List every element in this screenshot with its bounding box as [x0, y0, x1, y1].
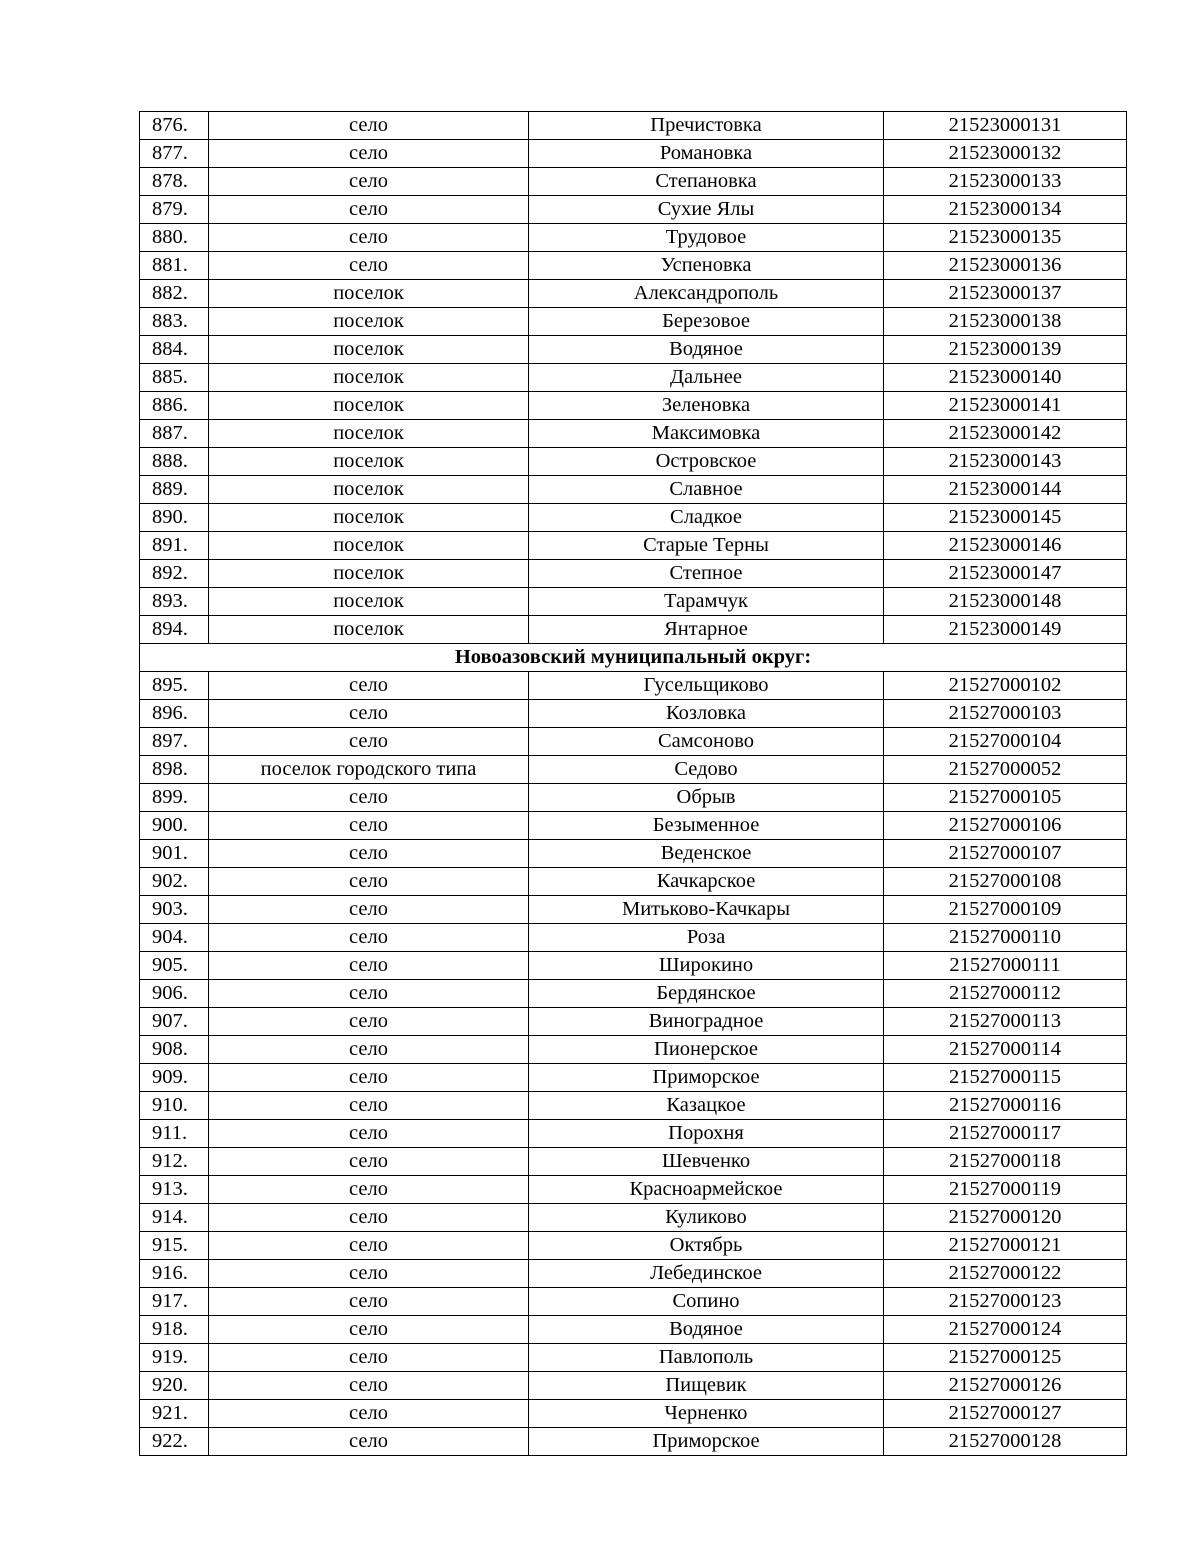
row-number: 918.	[140, 1316, 209, 1344]
settlement-code: 21527000102	[884, 672, 1127, 700]
table-row	[140, 756, 1127, 784]
settlement-code: 21527000107	[884, 840, 1127, 868]
settlement-name: Порохня	[529, 1120, 884, 1148]
settlement-type: поселок	[209, 504, 529, 532]
row-number: 921.	[140, 1400, 209, 1428]
section-row	[140, 644, 1127, 672]
settlement-name: Бердянское	[529, 980, 884, 1008]
row-number: 906.	[140, 980, 209, 1008]
settlement-code: 21527000119	[884, 1176, 1127, 1204]
settlement-code: 21523000145	[884, 504, 1127, 532]
settlement-code: 21527000111	[884, 952, 1127, 980]
settlement-type: поселок	[209, 588, 529, 616]
table-row	[140, 840, 1127, 868]
settlement-type: село	[209, 1092, 529, 1120]
settlement-code: 21527000114	[884, 1036, 1127, 1064]
settlement-name: Приморское	[529, 1428, 884, 1456]
settlement-code: 21523000134	[884, 196, 1127, 224]
settlement-type: село	[209, 1064, 529, 1092]
row-number: 890.	[140, 504, 209, 532]
settlement-type: село	[209, 1372, 529, 1400]
settlement-type: поселок городского типа	[209, 756, 529, 784]
settlement-code: 21527000115	[884, 1064, 1127, 1092]
row-number: 885.	[140, 364, 209, 392]
table-row	[140, 1008, 1127, 1036]
settlement-name: Сопино	[529, 1288, 884, 1316]
settlement-name: Красноармейское	[529, 1176, 884, 1204]
settlement-code: 21527000116	[884, 1092, 1127, 1120]
settlement-code: 21523000146	[884, 532, 1127, 560]
settlement-name: Качкарское	[529, 868, 884, 896]
settlement-code: 21523000138	[884, 308, 1127, 336]
settlement-code: 21523000149	[884, 616, 1127, 644]
settlement-code: 21527000106	[884, 812, 1127, 840]
table-row	[140, 1148, 1127, 1176]
settlement-code: 21523000141	[884, 392, 1127, 420]
settlement-code: 21527000052	[884, 756, 1127, 784]
settlement-type: село	[209, 1176, 529, 1204]
settlement-name: Пречистовка	[529, 112, 884, 140]
section-title: Новоазовский муниципальный округ:	[140, 644, 1127, 672]
settlement-name: Трудовое	[529, 224, 884, 252]
settlement-name: Сладкое	[529, 504, 884, 532]
settlement-name: Широкино	[529, 952, 884, 980]
settlement-code: 21527000128	[884, 1428, 1127, 1456]
row-number: 913.	[140, 1176, 209, 1204]
settlement-type: село	[209, 1316, 529, 1344]
settlement-type: село	[209, 1036, 529, 1064]
settlement-name: Седово	[529, 756, 884, 784]
settlement-type: село	[209, 1008, 529, 1036]
settlement-type: село	[209, 1120, 529, 1148]
row-number: 917.	[140, 1288, 209, 1316]
table-row	[140, 868, 1127, 896]
row-number: 895.	[140, 672, 209, 700]
table-row	[140, 140, 1127, 168]
table-row	[140, 1232, 1127, 1260]
settlement-name: Самсоново	[529, 728, 884, 756]
settlement-name: Приморское	[529, 1064, 884, 1092]
settlement-name: Виноградное	[529, 1008, 884, 1036]
row-number: 886.	[140, 392, 209, 420]
settlement-type: село	[209, 868, 529, 896]
table-row	[140, 980, 1127, 1008]
settlement-type: село	[209, 252, 529, 280]
settlement-code: 21527000109	[884, 896, 1127, 924]
table-row	[140, 1064, 1127, 1092]
settlement-code: 21527000120	[884, 1204, 1127, 1232]
row-number: 909.	[140, 1064, 209, 1092]
row-number: 894.	[140, 616, 209, 644]
row-number: 912.	[140, 1148, 209, 1176]
settlement-code: 21527000117	[884, 1120, 1127, 1148]
settlement-code: 21527000112	[884, 980, 1127, 1008]
settlement-code: 21523000144	[884, 476, 1127, 504]
row-number: 891.	[140, 532, 209, 560]
settlement-code: 21523000135	[884, 224, 1127, 252]
row-number: 882.	[140, 280, 209, 308]
settlement-type: село	[209, 980, 529, 1008]
table-row	[140, 1036, 1127, 1064]
table-row	[140, 1316, 1127, 1344]
settlement-name: Казацкое	[529, 1092, 884, 1120]
table-row	[140, 1400, 1127, 1428]
row-number: 876.	[140, 112, 209, 140]
table-row	[140, 784, 1127, 812]
table-row	[140, 224, 1127, 252]
settlement-type: село	[209, 1204, 529, 1232]
settlement-name: Островское	[529, 448, 884, 476]
row-number: 914.	[140, 1204, 209, 1232]
row-number: 907.	[140, 1008, 209, 1036]
table-row	[140, 924, 1127, 952]
row-number: 920.	[140, 1372, 209, 1400]
table-row	[140, 280, 1127, 308]
settlement-name: Шевченко	[529, 1148, 884, 1176]
table-row	[140, 812, 1127, 840]
row-number: 911.	[140, 1120, 209, 1148]
settlement-code: 21523000131	[884, 112, 1127, 140]
row-number: 878.	[140, 168, 209, 196]
settlement-name: Успеновка	[529, 252, 884, 280]
table-row	[140, 196, 1127, 224]
row-number: 889.	[140, 476, 209, 504]
settlement-type: село	[209, 224, 529, 252]
settlement-type: село	[209, 1288, 529, 1316]
row-number: 887.	[140, 420, 209, 448]
settlement-type: село	[209, 1232, 529, 1260]
settlement-type: село	[209, 1148, 529, 1176]
settlement-name: Гусельщиково	[529, 672, 884, 700]
row-number: 893.	[140, 588, 209, 616]
settlement-type: поселок	[209, 616, 529, 644]
settlement-name: Максимовка	[529, 420, 884, 448]
table-row	[140, 1372, 1127, 1400]
settlement-code: 21527000127	[884, 1400, 1127, 1428]
settlement-name: Сухие Ялы	[529, 196, 884, 224]
row-number: 879.	[140, 196, 209, 224]
table-row	[140, 532, 1127, 560]
settlement-name: Козловка	[529, 700, 884, 728]
table-row	[140, 392, 1127, 420]
row-number: 903.	[140, 896, 209, 924]
settlement-name: Черненко	[529, 1400, 884, 1428]
settlement-code: 21527000125	[884, 1344, 1127, 1372]
settlement-name: Водяное	[529, 1316, 884, 1344]
settlement-type: село	[209, 840, 529, 868]
row-number: 897.	[140, 728, 209, 756]
table-row	[140, 420, 1127, 448]
settlement-name: Октябрь	[529, 1232, 884, 1260]
row-number: 888.	[140, 448, 209, 476]
settlement-type: поселок	[209, 560, 529, 588]
settlement-name: Тарамчук	[529, 588, 884, 616]
settlement-code: 21527000104	[884, 728, 1127, 756]
table-row	[140, 252, 1127, 280]
settlement-name: Павлополь	[529, 1344, 884, 1372]
settlement-type: село	[209, 196, 529, 224]
settlement-code: 21527000110	[884, 924, 1127, 952]
settlement-name: Водяное	[529, 336, 884, 364]
settlement-name: Степное	[529, 560, 884, 588]
settlement-name: Веденское	[529, 840, 884, 868]
settlement-code: 21527000123	[884, 1288, 1127, 1316]
settlement-type: поселок	[209, 476, 529, 504]
table-row	[140, 560, 1127, 588]
settlement-type: поселок	[209, 364, 529, 392]
table-row	[140, 1260, 1127, 1288]
table-row	[140, 1092, 1127, 1120]
table-row	[140, 588, 1127, 616]
table-row	[140, 336, 1127, 364]
table-row	[140, 168, 1127, 196]
table-row	[140, 476, 1127, 504]
row-number: 883.	[140, 308, 209, 336]
settlement-name: Роза	[529, 924, 884, 952]
settlement-code: 21523000147	[884, 560, 1127, 588]
settlement-code: 21523000136	[884, 252, 1127, 280]
row-number: 898.	[140, 756, 209, 784]
settlement-code: 21527000103	[884, 700, 1127, 728]
table-row	[140, 1428, 1127, 1456]
table-row	[140, 1344, 1127, 1372]
settlement-type: село	[209, 896, 529, 924]
settlement-code: 21527000126	[884, 1372, 1127, 1400]
settlement-name: Куликово	[529, 1204, 884, 1232]
settlement-type: село	[209, 1428, 529, 1456]
settlement-type: село	[209, 784, 529, 812]
table-row	[140, 728, 1127, 756]
row-number: 877.	[140, 140, 209, 168]
table-row	[140, 1288, 1127, 1316]
settlement-type: село	[209, 812, 529, 840]
row-number: 908.	[140, 1036, 209, 1064]
settlement-name: Старые Терны	[529, 532, 884, 560]
settlement-code: 21527000124	[884, 1316, 1127, 1344]
settlement-code: 21527000105	[884, 784, 1127, 812]
row-number: 922.	[140, 1428, 209, 1456]
table-row	[140, 896, 1127, 924]
settlement-name: Зеленовка	[529, 392, 884, 420]
settlement-name: Пионерское	[529, 1036, 884, 1064]
settlement-code: 21527000118	[884, 1148, 1127, 1176]
settlement-type: поселок	[209, 308, 529, 336]
row-number: 916.	[140, 1260, 209, 1288]
settlement-name: Янтарное	[529, 616, 884, 644]
settlement-code: 21527000108	[884, 868, 1127, 896]
table-row	[140, 364, 1127, 392]
table-row	[140, 672, 1127, 700]
settlement-name: Пищевик	[529, 1372, 884, 1400]
settlement-name: Александрополь	[529, 280, 884, 308]
settlement-type: село	[209, 728, 529, 756]
settlement-code: 21523000143	[884, 448, 1127, 476]
table-row	[140, 112, 1127, 140]
table-row	[140, 1120, 1127, 1148]
settlement-type: село	[209, 924, 529, 952]
settlement-name: Дальнее	[529, 364, 884, 392]
settlement-code: 21523000139	[884, 336, 1127, 364]
settlement-type: село	[209, 140, 529, 168]
settlement-code: 21523000140	[884, 364, 1127, 392]
table-row	[140, 616, 1127, 644]
settlement-name: Безыменное	[529, 812, 884, 840]
settlement-name: Степановка	[529, 168, 884, 196]
settlement-code: 21523000137	[884, 280, 1127, 308]
row-number: 881.	[140, 252, 209, 280]
row-number: 884.	[140, 336, 209, 364]
settlement-type: село	[209, 952, 529, 980]
settlement-type: село	[209, 672, 529, 700]
table-row	[140, 504, 1127, 532]
settlement-name: Березовое	[529, 308, 884, 336]
settlement-code: 21523000132	[884, 140, 1127, 168]
row-number: 919.	[140, 1344, 209, 1372]
settlement-name: Лебединское	[529, 1260, 884, 1288]
row-number: 900.	[140, 812, 209, 840]
settlement-type: поселок	[209, 280, 529, 308]
settlement-name: Обрыв	[529, 784, 884, 812]
row-number: 904.	[140, 924, 209, 952]
settlement-type: поселок	[209, 392, 529, 420]
table-body	[140, 112, 1127, 1456]
settlement-type: поселок	[209, 448, 529, 476]
settlement-type: село	[209, 1260, 529, 1288]
settlement-name: Славное	[529, 476, 884, 504]
settlement-type: поселок	[209, 532, 529, 560]
table-row	[140, 952, 1127, 980]
settlement-code: 21523000142	[884, 420, 1127, 448]
settlement-code: 21523000148	[884, 588, 1127, 616]
settlement-type: поселок	[209, 420, 529, 448]
settlement-code: 21527000122	[884, 1260, 1127, 1288]
row-number: 892.	[140, 560, 209, 588]
row-number: 880.	[140, 224, 209, 252]
table-row	[140, 1204, 1127, 1232]
table-row	[140, 448, 1127, 476]
settlement-name: Митьково-Качкары	[529, 896, 884, 924]
settlement-type: село	[209, 1344, 529, 1372]
settlements-table	[139, 111, 1127, 1456]
row-number: 901.	[140, 840, 209, 868]
table-row	[140, 1176, 1127, 1204]
row-number: 899.	[140, 784, 209, 812]
settlement-name: Романовка	[529, 140, 884, 168]
settlement-type: село	[209, 168, 529, 196]
settlement-code: 21523000133	[884, 168, 1127, 196]
settlement-code: 21527000113	[884, 1008, 1127, 1036]
table-row	[140, 700, 1127, 728]
row-number: 910.	[140, 1092, 209, 1120]
settlement-type: село	[209, 1400, 529, 1428]
settlement-type: село	[209, 112, 529, 140]
settlement-code: 21527000121	[884, 1232, 1127, 1260]
row-number: 905.	[140, 952, 209, 980]
settlement-type: село	[209, 700, 529, 728]
row-number: 896.	[140, 700, 209, 728]
row-number: 902.	[140, 868, 209, 896]
settlement-type: поселок	[209, 336, 529, 364]
row-number: 915.	[140, 1232, 209, 1260]
table-row	[140, 308, 1127, 336]
